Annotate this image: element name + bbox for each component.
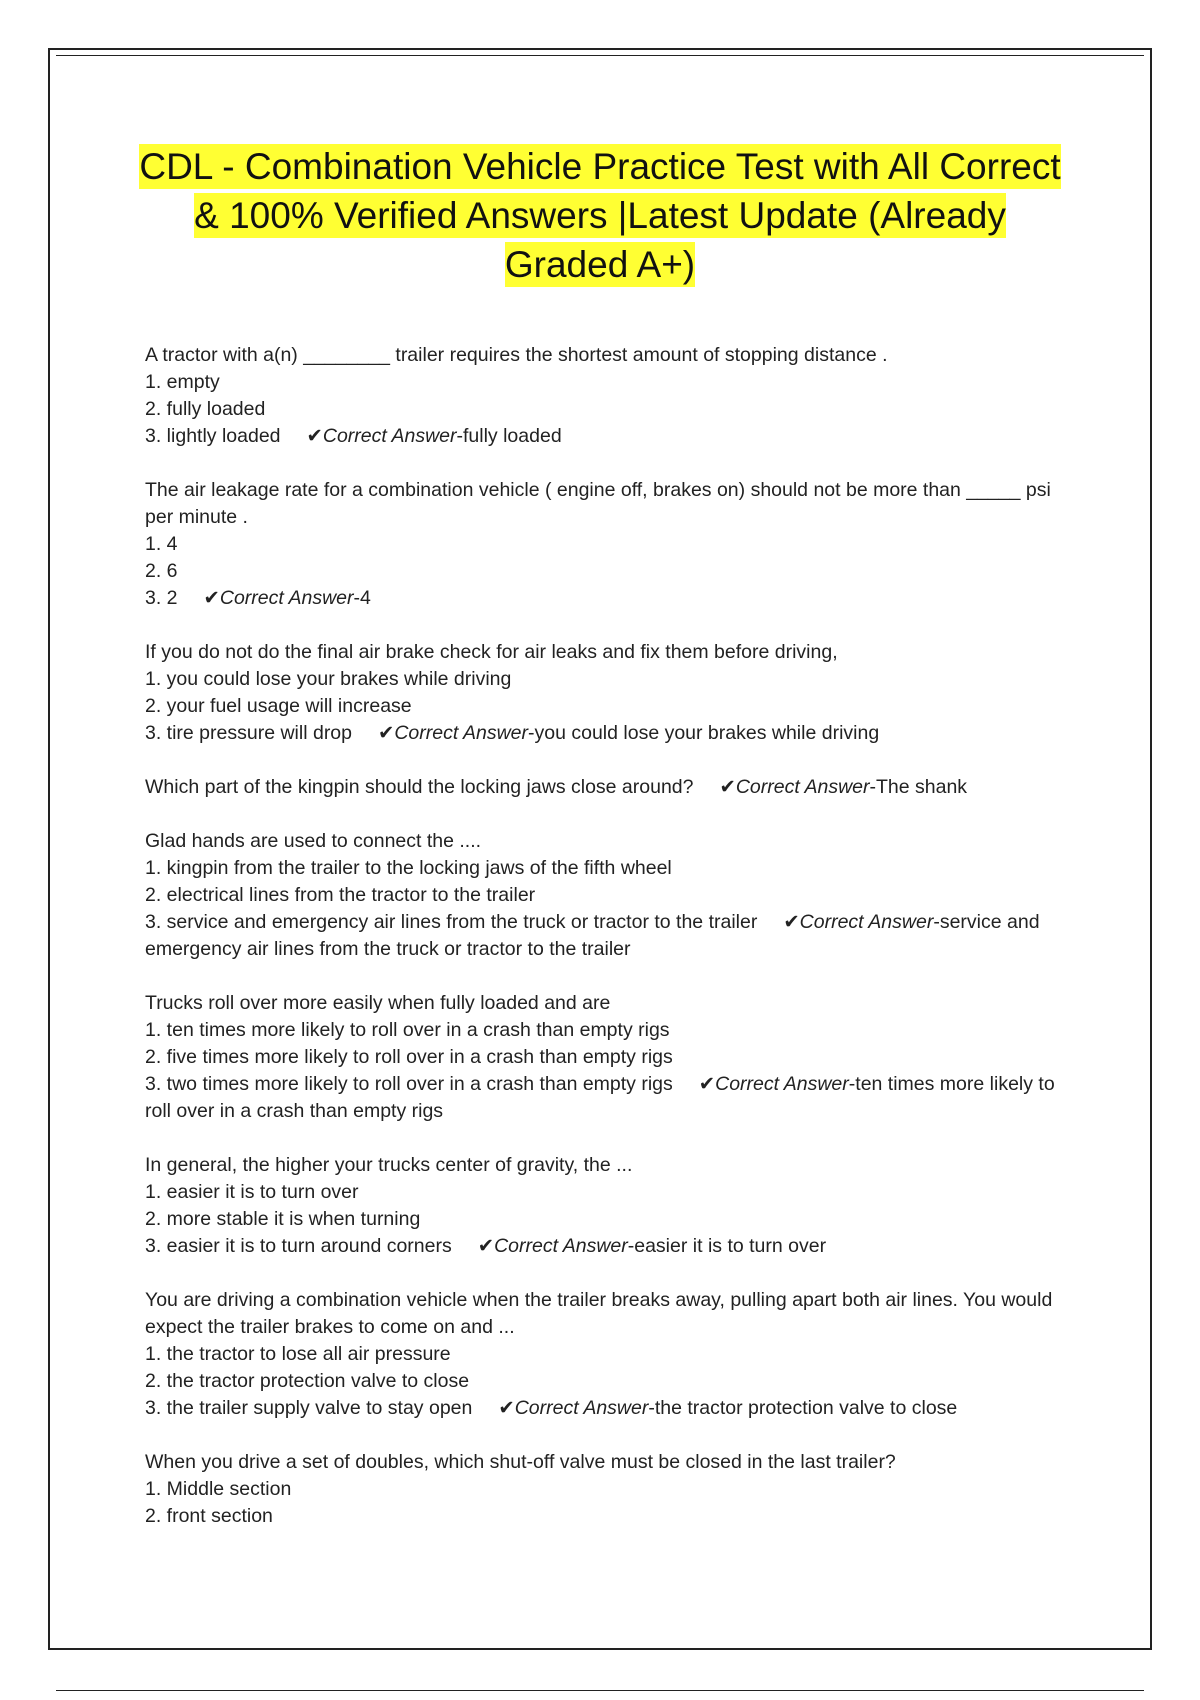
option: 2. fully loaded — [145, 398, 266, 420]
option: 1. the tractor to lose all air pressure — [145, 1343, 451, 1365]
title-line: CDL - Combination Vehicle Practice Test with All Correct — [139, 146, 1061, 187]
checkmark-icon: ✔ — [203, 587, 220, 609]
option-with-answer — [145, 1395, 1065, 1422]
option-with-answer — [145, 1233, 1065, 1260]
question-block — [145, 990, 1065, 1125]
checkmark-icon: ✔ — [477, 1235, 495, 1257]
question-block — [145, 1152, 1065, 1260]
checkmark-icon: ✔ — [498, 1397, 515, 1419]
answer-text: -easier it is to turn over — [627, 1235, 827, 1257]
answer-label: Correct Answer — [219, 587, 354, 609]
option: 2. five times more likely to roll over in a crash than empty rigs — [145, 1046, 673, 1068]
option-with-answer — [145, 1071, 1065, 1125]
question-text: When you drive a set of doubles, which shut-off valve must be closed in the last trailer? — [145, 1451, 896, 1473]
question-list — [145, 342, 1065, 1557]
checkmark-icon: ✔ — [698, 1073, 716, 1095]
option: 1. easier it is to turn over — [145, 1181, 359, 1203]
option: 3. two times more likely to roll over in a crash than empty rigs — [145, 1073, 673, 1095]
answer-label: Correct Answer — [715, 1073, 849, 1095]
option: 1. kingpin from the trailer to the locking jaws of the fifth wheel — [145, 857, 672, 879]
option: 1. ten times more likely to roll over in a crash than empty rigs — [145, 1019, 670, 1041]
question-block — [145, 774, 1065, 801]
answer-label: Correct Answer — [514, 1397, 649, 1419]
bottom-rule — [56, 1690, 1144, 1691]
answer-text: -service and emergency air lines from the truck or tractor to the trailer — [145, 911, 1040, 960]
question-text: Which part of the kingpin should the locking jaws close around? — [145, 776, 694, 798]
option: 1. Middle section — [145, 1478, 292, 1500]
option: 2. more stable it is when turning — [145, 1208, 421, 1230]
option: 2. front section — [145, 1505, 273, 1527]
answer-label: Correct Answer — [494, 1235, 628, 1257]
answer-text: -4 — [353, 587, 371, 609]
question-block — [145, 477, 1065, 612]
option: 1. 4 — [145, 533, 178, 555]
option: 2. 6 — [145, 560, 178, 582]
option: 3. 2 — [145, 587, 178, 609]
top-rule — [56, 55, 1144, 56]
option-with-answer — [145, 585, 1065, 612]
question-block — [145, 639, 1065, 747]
answer-text: -the tractor protection valve to close — [648, 1397, 958, 1419]
answer-label: Correct Answer — [735, 776, 870, 798]
question-text: If you do not do the final air brake check for air leaks and fix them before driving, — [145, 641, 838, 663]
answer-label: Correct Answer — [394, 722, 528, 744]
answer-text: -The shank — [869, 776, 968, 798]
option: 3. tire pressure will drop — [145, 722, 352, 744]
option: 2. the tractor protection valve to close — [145, 1370, 470, 1392]
title-line: Graded A+) — [504, 244, 696, 285]
question-block — [145, 828, 1065, 963]
option-with-answer — [145, 909, 1065, 963]
question-text: Glad hands are used to connect the .... — [145, 830, 482, 852]
question-text: You are driving a combination vehicle when the trailer breaks away, pulling apart both air lines. You would expect the trailer brakes to come on and ... — [145, 1289, 1053, 1338]
answer-text: -you could lose your brakes while driving — [528, 722, 880, 744]
option: 3. the trailer supply valve to stay open — [145, 1397, 473, 1419]
option: 3. lightly loaded — [145, 425, 281, 447]
question-text: The air leakage rate for a combination vehicle ( engine off, brakes on) should not be more than _____ psi per minute . — [145, 479, 1051, 528]
option: 2. your fuel usage will increase — [145, 695, 412, 717]
option: 3. service and emergency air lines from the truck or tractor to the trailer — [145, 911, 758, 933]
checkmark-icon: ✔ — [719, 776, 736, 798]
question-block — [145, 1287, 1065, 1422]
option-with-answer — [145, 423, 1065, 450]
title-line: & 100% Verified Answers |Latest Update (Already — [194, 195, 1006, 236]
document-title — [120, 142, 1080, 289]
checkmark-icon: ✔ — [783, 911, 800, 933]
question-text: In general, the higher your trucks center of gravity, the ... — [145, 1154, 633, 1176]
checkmark-icon: ✔ — [378, 722, 395, 744]
question-block — [145, 342, 1065, 450]
option: 1. empty — [145, 371, 220, 393]
answer-label: Correct Answer — [322, 425, 457, 447]
option: 2. electrical lines from the tractor to the trailer — [145, 884, 536, 906]
question-block — [145, 1449, 1065, 1530]
question-with-answer — [145, 774, 1065, 801]
answer-label: Correct Answer — [799, 911, 934, 933]
option: 3. easier it is to turn around corners — [145, 1235, 452, 1257]
answer-text: -fully loaded — [456, 425, 562, 447]
question-text: A tractor with a(n) ________ trailer requires the shortest amount of stopping distance . — [145, 344, 888, 366]
question-text: Trucks roll over more easily when fully loaded and are — [145, 992, 611, 1014]
answer-text: -ten times more likely to roll over in a crash than empty rigs — [145, 1073, 1055, 1122]
checkmark-icon: ✔ — [306, 425, 323, 447]
option: 1. you could lose your brakes while driving — [145, 668, 512, 690]
option-with-answer — [145, 720, 1065, 747]
